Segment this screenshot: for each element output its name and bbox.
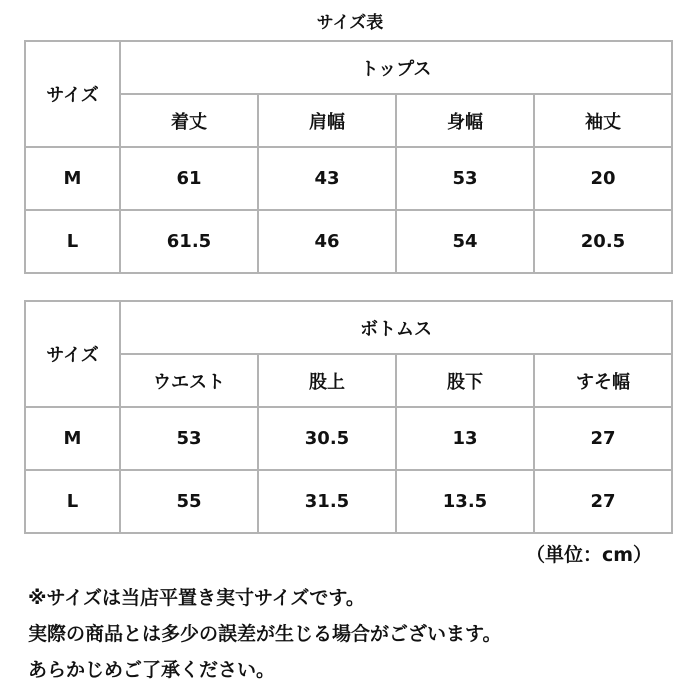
value-cell: 61.5 (120, 210, 258, 273)
column-header: 着丈 (120, 94, 258, 147)
table-row (25, 470, 672, 533)
size-header-cell: サイズ (25, 41, 120, 147)
column-header: 身幅 (396, 94, 534, 147)
value-cell: 54 (396, 210, 534, 273)
size-label: M (25, 407, 120, 470)
value-cell: 30.5 (258, 407, 396, 470)
value-cell: 61 (120, 147, 258, 210)
value-cell: 13 (396, 407, 534, 470)
note-line: ※サイズは当店平置き実寸サイズです。 (28, 587, 365, 609)
unit-label: （単位：cm） (525, 544, 652, 566)
bottoms-size-table (24, 300, 673, 534)
value-cell: 31.5 (258, 470, 396, 533)
notes (28, 580, 688, 688)
value-cell: 46 (258, 210, 396, 273)
value-cell: 53 (396, 147, 534, 210)
value-cell: 43 (258, 147, 396, 210)
value-cell: 13.5 (396, 470, 534, 533)
column-header: 肩幅 (258, 94, 396, 147)
note-line: 実際の商品とは多少の誤差が生じる場合がございます。 (28, 623, 502, 645)
value-cell: 53 (120, 407, 258, 470)
value-cell: 20 (534, 147, 672, 210)
size-header-cell: サイズ (25, 301, 120, 407)
tops-group-header: トップス (120, 41, 672, 94)
size-label: L (25, 210, 120, 273)
note-line: あらかじめご了承ください。 (28, 659, 276, 681)
page-title: サイズ表 (316, 13, 384, 33)
bottoms-group-header: ボトムス (120, 301, 672, 354)
tops-size-table (24, 40, 673, 274)
column-header: 股下 (396, 354, 534, 407)
value-cell: 55 (120, 470, 258, 533)
value-cell: 27 (534, 470, 672, 533)
column-header: ウエスト (120, 354, 258, 407)
column-header: 股上 (258, 354, 396, 407)
table-row (25, 210, 672, 273)
column-header: すそ幅 (534, 354, 672, 407)
table-row (25, 147, 672, 210)
size-label: L (25, 470, 120, 533)
table-row (25, 407, 672, 470)
column-header: 袖丈 (534, 94, 672, 147)
value-cell: 27 (534, 407, 672, 470)
size-label: M (25, 147, 120, 210)
value-cell: 20.5 (534, 210, 672, 273)
